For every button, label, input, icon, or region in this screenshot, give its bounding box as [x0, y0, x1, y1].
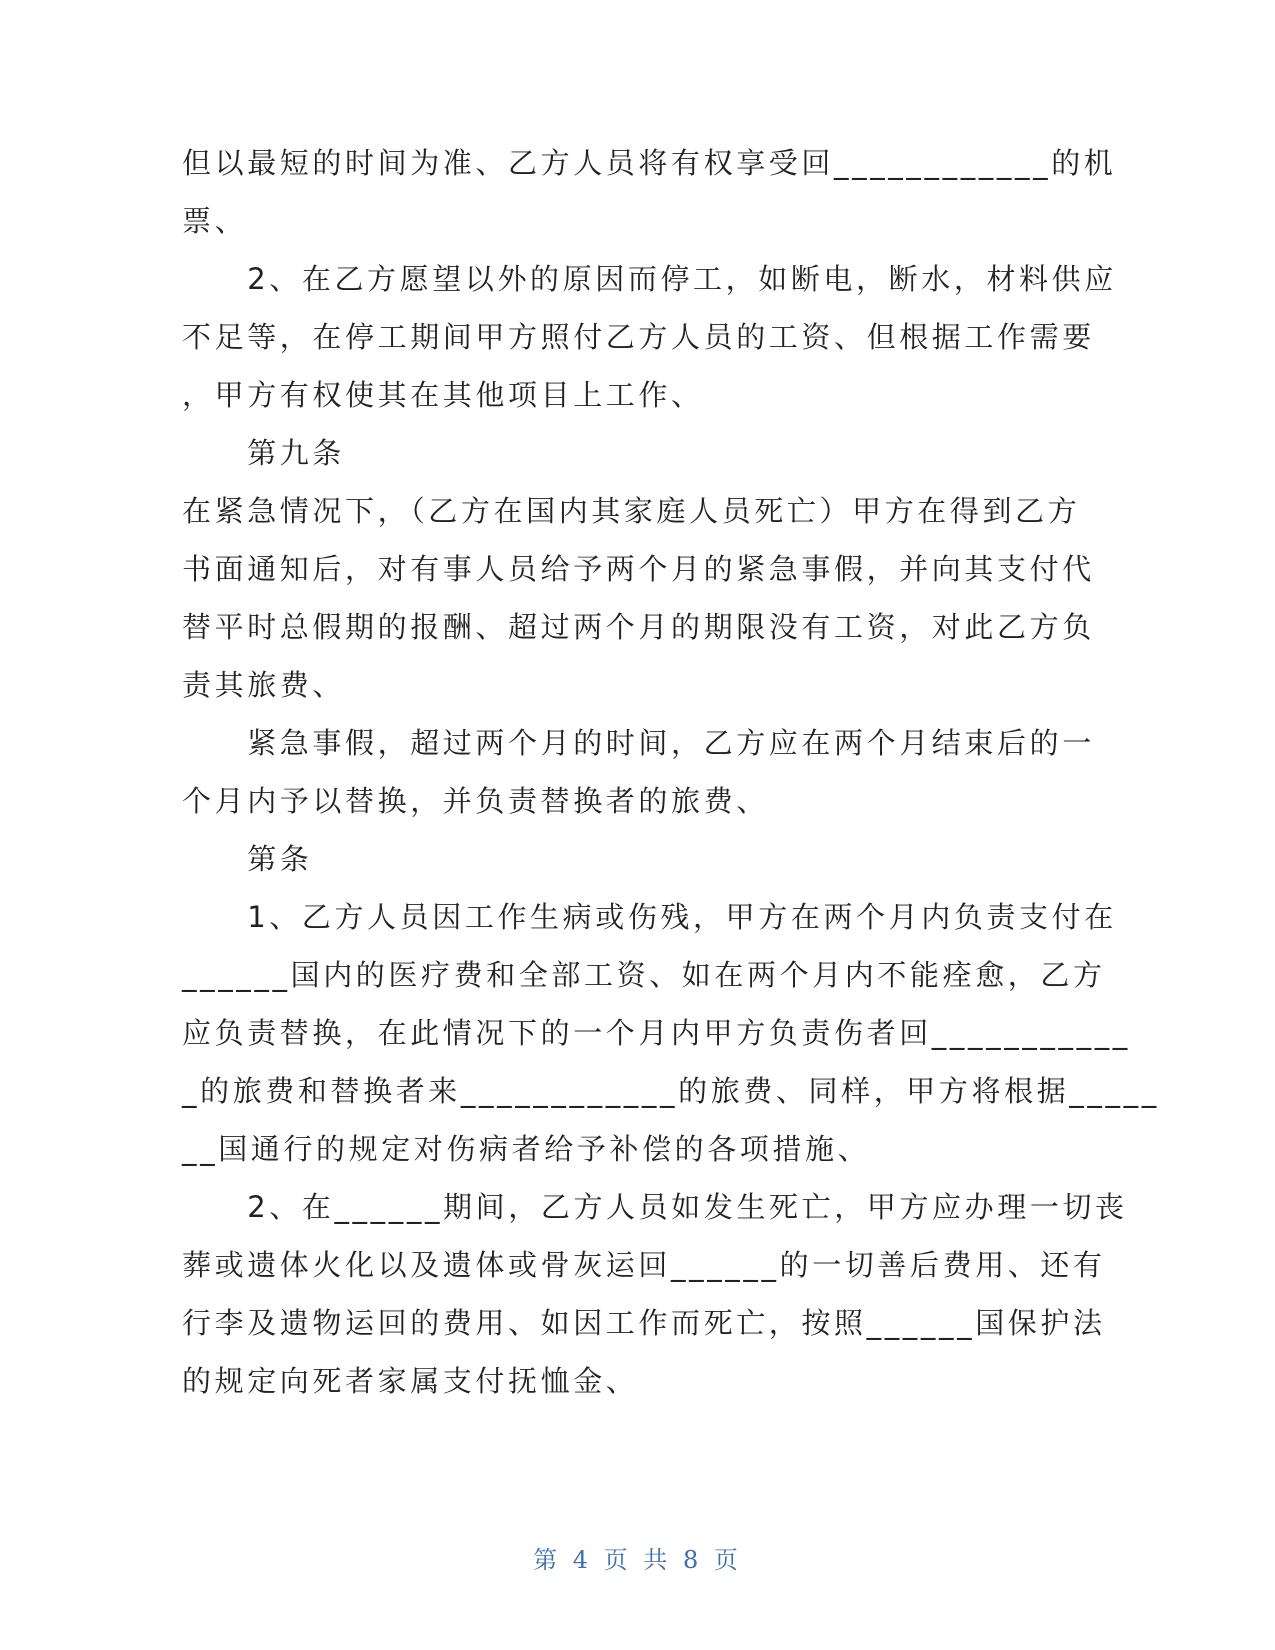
text-line: 在紧急情况下，（乙方在国内其家庭人员死亡）甲方在得到乙方	[182, 494, 1081, 528]
text-line: ______国内的医疗费和全部工资、如在两个月内不能痊愈，乙方	[182, 958, 1106, 992]
text-line: 2、在______期间，乙方人员如发生死亡，甲方应办理一切丧	[182, 1190, 1128, 1224]
section-heading: 第九条	[182, 436, 346, 470]
text-line: 书面通知后，对有事人员给予两个月的紧急事假，并向其支付代	[182, 552, 1095, 586]
text-line: 1、乙方人员因工作生病或伤残，甲方在两个月内负责支付在	[182, 900, 1117, 934]
text-line: ，甲方有权使其在其他项目上工作、	[182, 378, 704, 412]
text-line: 葬或遗体火化以及遗体或骨灰运回______的一切善后费用、还有	[182, 1248, 1106, 1282]
text-line: 紧急事假，超过两个月的时间，乙方应在两个月结束后的一	[182, 726, 1095, 760]
text-line: 2、在乙方愿望以外的原因而停工，如断电，断水，材料供应	[182, 262, 1117, 296]
text-line: 应负责替换，在此情况下的一个月内甲方负责伤者回___________	[182, 1016, 1131, 1050]
text-line: 票、	[182, 204, 248, 238]
page-number-footer: 第 4 页 共 8 页	[533, 1546, 742, 1574]
text-line: _的旅费和替换者来____________的旅费、同样，甲方将根据_____	[182, 1074, 1160, 1108]
text-line: __国通行的规定对伤病者给予补偿的各项措施、	[182, 1132, 871, 1166]
text-line: 替平时总假期的报酬、超过两个月的期限没有工资，对此乙方负	[182, 610, 1095, 644]
section-heading: 第条	[182, 842, 313, 876]
text-line: 行李及遗物运回的费用、如因工作而死亡，按照______国保护法	[182, 1306, 1106, 1340]
text-line: 但以最短的时间为准、乙方人员将有权享受回____________的机	[182, 146, 1117, 180]
text-line: 不足等，在停工期间甲方照付乙方人员的工资、但根据工作需要	[182, 320, 1095, 354]
text-line: 责其旅费、	[182, 668, 346, 702]
text-line: 个月内予以替换，并负责替换者的旅费、	[182, 784, 769, 818]
text-line: 的规定向死者家属支付抚恤金、	[182, 1364, 639, 1398]
